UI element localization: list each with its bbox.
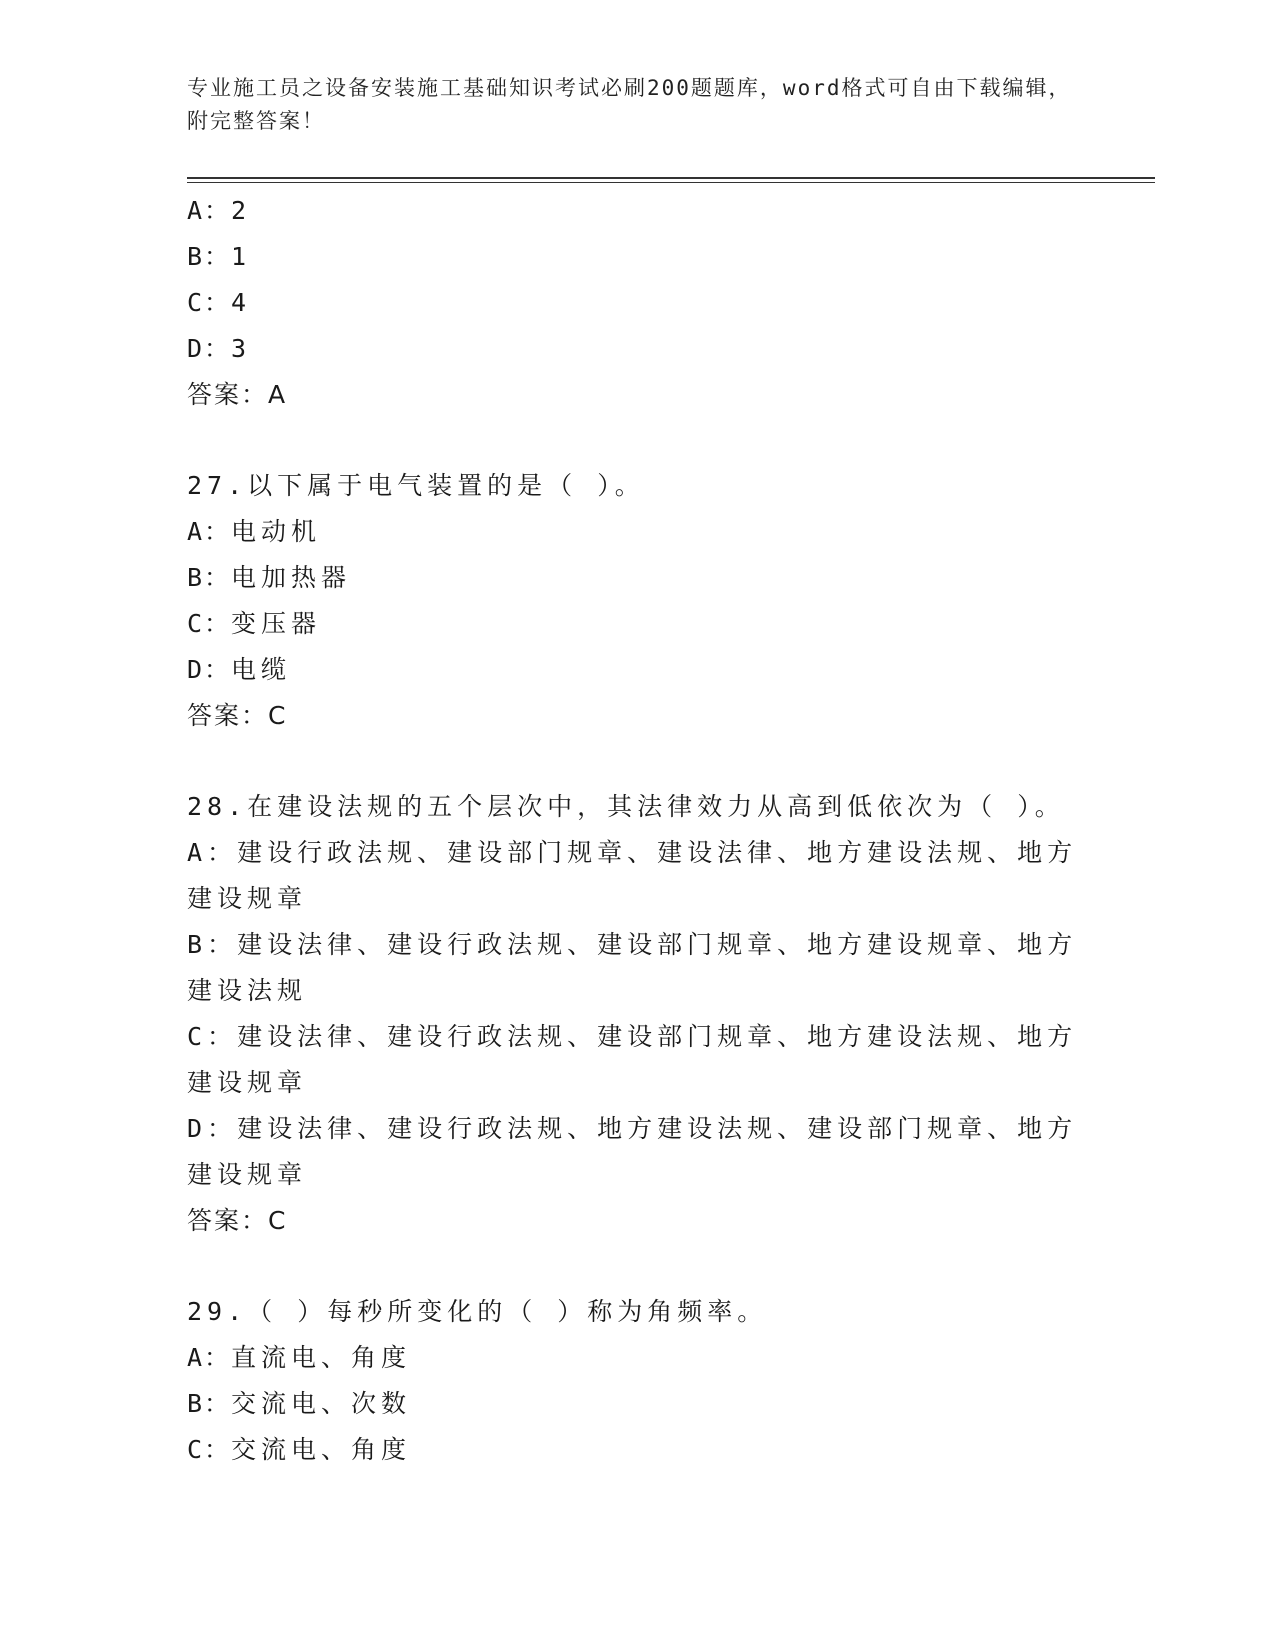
option-c: C： 变压器 — [187, 609, 322, 638]
question-stem: 27.以下属于电气装置的是（ ）。 — [187, 471, 645, 500]
option-b: B： 交流电、次数 — [187, 1389, 412, 1418]
option-b: B： 电加热器 — [187, 563, 352, 592]
question-stem: 29.（ ）每秒所变化的（ ）称为角频率。 — [187, 1297, 768, 1326]
option-c: C： 交流电、角度 — [187, 1435, 412, 1464]
question-body — [187, 188, 1087, 1473]
question-fragment — [187, 188, 1087, 418]
option-b: B：建设法律、建设行政法规、建设部门规章、地方建设规章、地方建设法规 — [187, 930, 1078, 1005]
answer-line: 答案：A — [187, 380, 288, 409]
answer-line: 答案：C — [187, 1206, 288, 1235]
option-a: A： 直流电、角度 — [187, 1343, 412, 1372]
header-divider-thick — [187, 177, 1155, 179]
question-29 — [187, 1289, 1087, 1473]
answer-line: 答案：C — [187, 701, 288, 730]
question-28 — [187, 784, 1087, 1244]
option-c: C： 4 — [187, 288, 252, 317]
question-27 — [187, 463, 1087, 739]
document-header-title: 专业施工员之设备安装施工基础知识考试必刷200题题库，word格式可自由下载编辑，附完整答案！ — [187, 76, 1072, 133]
option-a: A： 2 — [187, 196, 252, 225]
option-d: D： 3 — [187, 334, 252, 363]
option-a: A： 电动机 — [187, 517, 322, 546]
option-b: B： 1 — [187, 242, 252, 271]
option-c: C：建设法律、建设行政法规、建设部门规章、地方建设法规、地方建设规章 — [187, 1022, 1078, 1097]
option-d: D： 电缆 — [187, 655, 292, 684]
question-stem: 28.在建设法规的五个层次中，其法律效力从高到低依次为（ ）。 — [187, 792, 1065, 821]
option-d: D：建设法律、建设行政法规、地方建设法规、建设部门规章、地方建设规章 — [187, 1114, 1078, 1189]
header-divider-thin — [187, 182, 1155, 183]
option-a: A：建设行政法规、建设部门规章、建设法律、地方建设法规、地方建设规章 — [187, 838, 1078, 913]
